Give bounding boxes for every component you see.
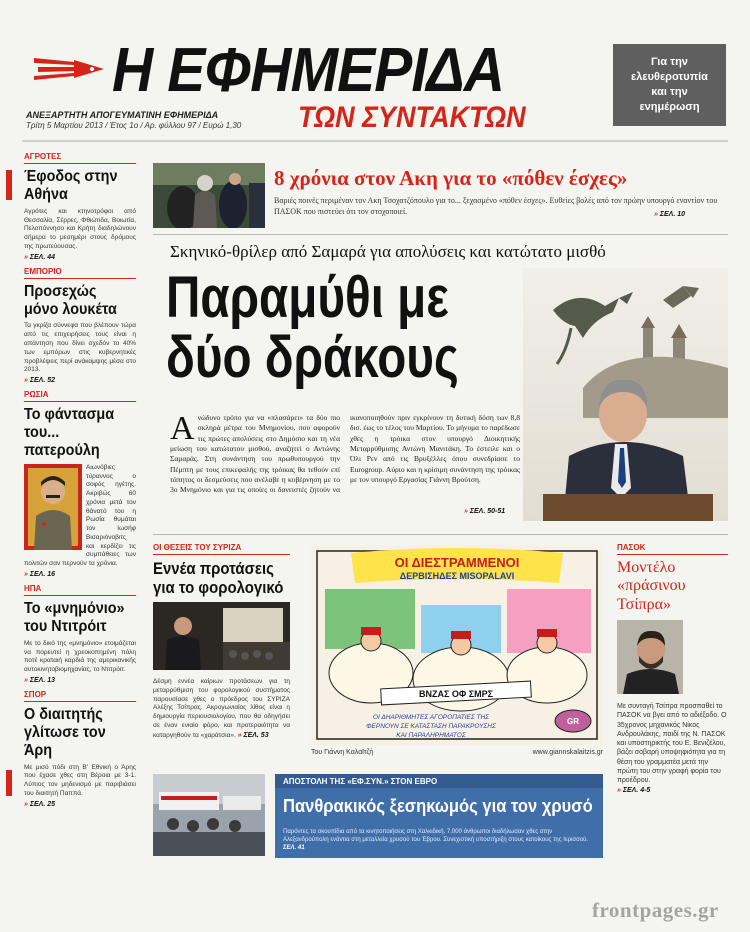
story-kicker: ΡΩΣΙΑ — [24, 390, 136, 402]
story-body: Αιωνόβιες τύραννος ο σοφός ηγέτης. Ακριβώς 60 χρόνια μετά τον θάνατό του η Ρωσία θυμάται τον Ιωσήφ Βισαριόνοβιτς και κερδίζει τις συμπάθειες των πολιτών σαν περνούν τα χρόνια. — [24, 463, 136, 568]
left-story — [24, 390, 136, 578]
top-story-body: Βαριές ποινές περιμέναν τον Ακη Τσοχατζόπουλο για το... ξεχασμένο «πόθεν έσχες». Ευθείες βολές από τον πρώην υπουργό εναντίον του ΠΑΣΟΚ που πιστεύει ότι τον στοχοποιεί. — [274, 196, 718, 216]
page-reference: » ΣΕΛ. 4-5 — [617, 787, 728, 794]
left-story — [24, 584, 136, 684]
stalin-poster-image — [24, 464, 82, 550]
left-column — [24, 152, 136, 814]
edge-marker — [6, 770, 12, 796]
page-reference: ΣΕΛ. 41 — [283, 845, 305, 852]
drop-cap: A — [170, 410, 195, 447]
story-headline[interactable]: Ο διαιτητής γλίτωσε τον Άρη — [24, 705, 106, 759]
story-kicker: ΗΠΑ — [24, 584, 136, 596]
main-story-body — [170, 410, 520, 496]
main-story-kicker: Σκηνικό-θρίλερ από Σαμαρά για απολύσεις και κατώτατο μισθό — [170, 242, 606, 261]
masthead-title: Η ΕΦΗΜΕΡΙΔΑ — [112, 36, 505, 105]
story-headline[interactable]: Προσεχώς μόνο λουκέτα — [24, 282, 117, 318]
svg-text:ΟΙ ΔΗΑΡΙΘΜΗΤΕΣ ΑΓΟΡΟΠΑΤΙΕΣ ΤΗΣ: ΟΙ ΔΗΑΡΙΘΜΗΤΕΣ ΑΓΟΡΟΠΑΤΙΕΣ ΤΗΣ — [372, 714, 490, 721]
cartoon-credit-row — [311, 749, 603, 756]
story-headline[interactable]: Έφοδος στην Αθήνα — [24, 168, 118, 203]
story-headline[interactable]: Πανθρακικός ξεσηκωμός για τον χρυσό — [283, 796, 593, 816]
page-reference: » ΣΕΛ. 25 — [24, 801, 136, 808]
pasok-story — [617, 543, 728, 794]
story-kicker: ΕΜΠΟΡΙΟ — [24, 267, 136, 279]
pen-nib-logo-icon — [34, 52, 106, 86]
svg-text:ΦΕΡΝΟΥΝ ΣΕ ΚΑΤΑΣΤΑΣΗ ΠΑΡΑΚΡΟΥΣ: ΦΕΡΝΟΥΝ ΣΕ ΚΑΤΑΣΤΑΣΗ ΠΑΡΑΚΡΟΥΣΗΣ — [366, 723, 496, 730]
story-body — [283, 828, 595, 852]
slogan-line: Για την — [651, 56, 688, 69]
edge-marker — [6, 170, 12, 200]
samaras-dragons-photo — [523, 268, 728, 521]
masthead-tagline: ΑΝΕΞΑΡΤΗΤΗ ΑΠΟΓΕΥΜΑΤΙΝΗ ΕΦΗΜΕΡΙΔΑ — [26, 110, 219, 120]
page-reference: » ΣΕΛ. 16 — [24, 571, 136, 578]
story-kicker: ΠΑΣΟΚ — [617, 543, 728, 555]
story-body: Με συνταγή Τσίπρα προσπαθεί το ΠΑΣΟΚ να βγει από το αδιέξοδο. Ο 35χρονος μηχανικός Νίκος Ανδρουλάκης, παιδί της Ν. ΠΑΣΟΚ και υποστηρικτής του Ε. Βενιζέλου, βάζει σοβαρή υποψηφιότητα για τη θέση του γραμματέα μετά την πρώτη του στην γραφή φορία του προέδρου. — [617, 703, 727, 785]
main-story-headline[interactable]: Παραμύθι με δύο δράκους — [166, 265, 459, 391]
issue-info: Τρίτη 5 Μαρτίου 2013 / Έτος 1ο / Αρ. φύλλου 97 / Ευρώ 1,30 — [26, 121, 242, 130]
story-kicker: ΣΠΟΡ — [24, 690, 136, 702]
bottom-story-box — [275, 774, 603, 858]
masthead-divider — [22, 140, 728, 142]
left-story — [24, 267, 136, 384]
left-story — [24, 690, 136, 808]
cartoon-title: ΟΙ ΔΙΕΣΤΡΑΜΜΕΝΟΙ — [394, 555, 520, 570]
syriza-story — [153, 543, 290, 740]
androulakis-portrait-photo — [617, 620, 683, 694]
page-reference: » ΣΕΛ. 50-51 — [464, 508, 505, 515]
page-reference: » ΣΕΛ. 53 — [238, 732, 269, 739]
cartoon-url[interactable]: www.giannskalaitzis.gr — [532, 749, 603, 756]
page-reference: » ΣΕΛ. 13 — [24, 677, 136, 684]
left-story — [24, 152, 136, 261]
main-story-text: νώδυνο τρόπο για να «πλασάρει» τα δύο πιο σκληρά μέτρα του Μνημονίου, που αφορούν τις πρώτες απολύσεις στο Δημόσιο και τη νέα μείωση του κατώτατου μισθού, αναζητεί ο Αντώνης Σαμαράς. Στη συνάντηση του πρωθυπουργού την Πέμπτη με τους επικεφαλής της τρόικας θα τεθούν επί τάπητος οι δεσμεύσεις που ανέλαβε η κυβέρνηση με το 3ο Μνημόνιο και για τις οποίες οι δανειστές ζητούν να ικανοποιηθούν πριν εγκρίνουν τη δυτική δόση των 8,8 δισ. έως το τέλος του Μαρτίου. Το μήνυμα το παρέδωσε χθες η τρόικα στον υπουργό Διοικητικής Μεταρρύθμισης Αντώνη Μανιτάκη. Το έστειλε και ο Όλι Ρεν από τις Βρυξέλλες όπου συνεδρίασε το Eurogroup. Αύριο και η κρίσιμη συνάντηση της τρόικας με τον υπουργό Εργασίας Γιάννη Βρούτση. — [170, 413, 520, 495]
story-kicker: ΑΓΡΟΤΕΣ — [24, 152, 136, 164]
svg-text:GR: GR — [567, 717, 579, 726]
slogan-line: ενημέρωση — [639, 100, 700, 113]
page-reference: » ΣΕΛ. 10 — [654, 211, 685, 218]
svg-text:ΔΕΡΒΙΣΗΔΕΣ MISOPALAVI: ΔΕΡΒΙΣΗΔΕΣ MISOPALAVI — [399, 571, 515, 581]
page-reference: » ΣΕΛ. 52 — [24, 377, 136, 384]
masthead-subtitle: ΤΩΝ ΣΥΝΤΑΚΤΩΝ — [298, 101, 526, 134]
story-body — [153, 678, 290, 740]
tsipras-press-conference-photo — [153, 602, 290, 670]
story-text: Παρόντες τα σκουπίδια από τα κινητοποιήσεις στη Χαλκιδική. 7.000 άνθρωποι διαδήλωσαν χθες στην Αλεξανδρούπολη ενάντια στη μεταλλεία χρυσού του Έβρου. Συνεχιστική υποστήριξη στους κατοίκους της Ιερισσού. — [283, 829, 589, 844]
page-reference: » ΣΕΛ. 44 — [24, 254, 136, 261]
svg-text:ΚΑΙ ΠΑΡΑΛΗΡΗΜΑΤΟΣ: ΚΑΙ ΠΑΡΑΛΗΡΗΜΑΤΟΣ — [396, 732, 466, 739]
story-headline[interactable]: Μοντέλο «πράσινου Τσίπρα» — [617, 559, 686, 613]
story-headline[interactable]: Το φάντασμα του... πατερούλη — [24, 406, 115, 459]
story-body: Με το δικό της «μνημόνιο» ετοιμάζεται να πορευτεί η χρεοκοπημένη πόλη ποτέ κραταιή καρδιά της αμερικανικής αυτοκινητοβιομηχανίας, το Ντιτρόιτ. — [24, 639, 136, 674]
watermark: frontpages.gr — [592, 898, 719, 922]
cartoon-author: Του Γιάννη Καλαϊτζή — [311, 749, 374, 756]
story-headline[interactable]: Εννέα προτάσεις για το φορολογικό — [153, 559, 284, 598]
slogan-line: και την — [651, 86, 688, 98]
story-body: Τα γκρίζα σύννεφα που βλέπουν τώρα από τις επιχειρήσεις τους είναι η απάντηση που δίνει σχεδόν το 40% των εμπόρων στις κυβερνητικές προβλέψεις περί ανάκαμψης μέσα στο 2013. — [24, 322, 136, 374]
top-story-headline[interactable]: 8 χρόνια στον Ακη για το «πόθεν έσχες» — [274, 166, 628, 190]
slogan-line: ελευθεροτυπία — [631, 71, 708, 84]
story-body: Αγρότες και κτηνοτρόφοι από Θεσσαλία, Σέρρες, Φθιώτιδα, Βοιωτία, Πελοπόννησο και Κρήτη διαδηλώνουν σήμερα το μεσημέρι στους δρόμους της πρωτεύουσας. — [24, 207, 136, 250]
story-kicker: ΟΙ ΘΕΣΕΙΣ ΤΟΥ ΣΥΡΙΖΑ — [153, 543, 290, 555]
slogan-box — [613, 44, 726, 126]
political-cartoon — [311, 545, 603, 745]
court-arrest-photo — [153, 163, 265, 228]
section-divider — [153, 234, 728, 235]
story-headline[interactable]: Το «μνημόνιο» του Ντιτρόιτ — [24, 599, 125, 635]
cartoon-banner: ΒΝΖΑΣ ΟΦ ΣΜΡΣ — [418, 689, 494, 699]
story-kicker: ΑΠΟΣΤΟΛΗ ΤΗΣ «ΕΦ.ΣΥΝ.» ΣΤΟΝ ΕΒΡΟ — [275, 774, 603, 788]
protest-photo — [153, 774, 265, 856]
story-text: Δέσμη εννέα καίριων προτάσεων για τη μεταρρύθμιση του φορολογικού συστήματος παρουσίασε χθες ο πρόεδρος του ΣΥΡΙΖΑ Αλέξης Τσίπρας. Ακρογωνιαίος λίθος είναι η δημιουργία περιουσιολογίου, που θα οδηγήσει σε έναν ενιαίο φόρο, και προτεραιότητα να καταργηθούν τα «χαράτσια». — [153, 678, 290, 739]
story-body: Με μισό πόδι στη Β' Εθνική ο Άρης που έχασε χθες στη Βέροια με 3-1. Λύπιος τον μηδενισμό με παριβιάσει του διαιτητή Παππά. — [24, 763, 136, 797]
section-divider — [153, 534, 728, 535]
